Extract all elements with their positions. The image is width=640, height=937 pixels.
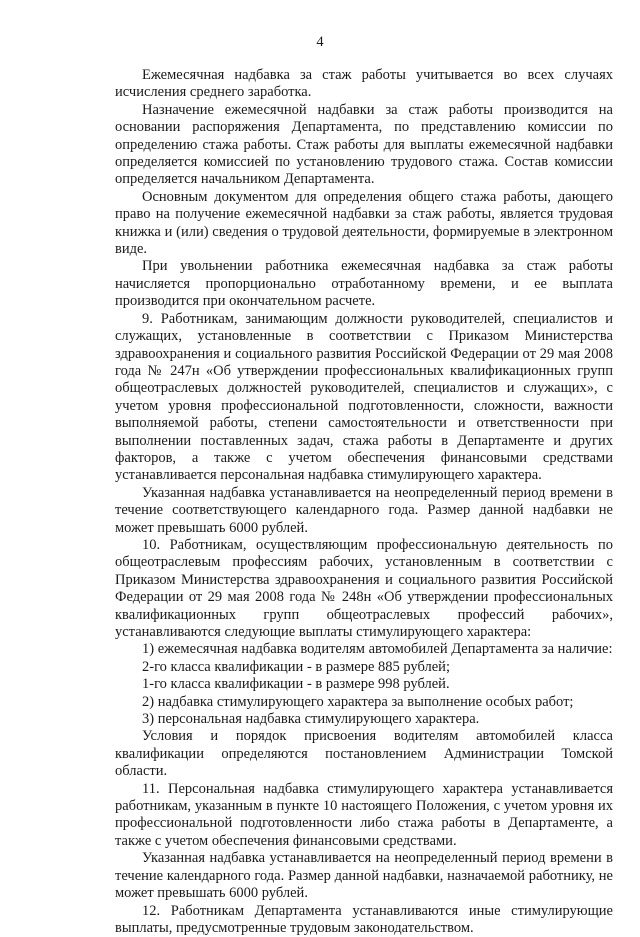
- page-number: 4: [0, 34, 640, 51]
- paragraph: Ежемесячная надбавка за стаж работы учитывается во всех случаях исчисления среднего заработка.: [115, 67, 613, 102]
- list-item: 2-го класса квалификации - в размере 885 рублей;: [115, 659, 613, 676]
- paragraph: Указанная надбавка устанавливается на неопределенный период времени в течение календарного года. Размер данной надбавки, назначаемой работнику, не может превышать 6000 рублей.: [115, 850, 613, 902]
- paragraph: Указанная надбавка устанавливается на неопределенный период времени в течение соответствующего календарного года. Размер данной надбавки не может превышать 6000 рублей.: [115, 485, 613, 537]
- list-item: 2) надбавка стимулирующего характера за выполнение особых работ;: [115, 694, 613, 711]
- paragraph: Условия и порядок присвоения водителям автомобилей класса квалификации определяются постановлением Администрации Томской области.: [115, 728, 613, 780]
- paragraph: При увольнении работника ежемесячная надбавка за стаж работы начисляется пропорционально отработанному времени, и ее выплата производится при окончательном расчете.: [115, 258, 613, 310]
- paragraph-item-10: 10. Работникам, осуществляющим профессиональную деятельность по общеотраслевым профессиям рабочих, установленным в соответствии с Приказом Министерства здравоохранения и социального развития Российской Федерации от 29 мая 2008 года № 248н «Об утверждении профессиональных квалификационных групп общеотраслевых профессий рабочих», устанавливаются следующие выплаты стимулирующего характера:: [115, 537, 613, 641]
- paragraph: Назначение ежемесячной надбавки за стаж работы производится на основании распоряжения Департамента, по представлению комиссии по определению стажа работы. Стаж работы для выплаты ежемесячной надбавки определяется комиссией по установлению трудового стажа. Состав комиссии определяется начальником Департамента.: [115, 102, 613, 189]
- paragraph-item-11: 11. Персональная надбавка стимулирующего характера устанавливается работникам, указанным в пункте 10 настоящего Положения, с учетом уровня их профессиональной подготовленности либо стажа работы в Департаменте, а также с учетом обеспечения финансовыми средствами.: [115, 781, 613, 851]
- list-item: 1-го класса квалификации - в размере 998 рублей.: [115, 676, 613, 693]
- list-item: 1) ежемесячная надбавка водителям автомобилей Департамента за наличие:: [115, 641, 613, 658]
- list-item: 3) персональная надбавка стимулирующего характера.: [115, 711, 613, 728]
- paragraph: Основным документом для определения общего стажа работы, дающего право на получение ежемесячной надбавки за стаж работы, является трудовая книжка и (или) сведения о трудовой деятельности, формируемые в электронном виде.: [115, 189, 613, 259]
- paragraph-item-12: 12. Работникам Департамента устанавливаются иные стимулирующие выплаты, предусмотренные трудовым законодательством.: [115, 903, 613, 937]
- paragraph-item-9: 9. Работникам, занимающим должности руководителей, специалистов и служащих, установленные в соответствии с Приказом Министерства здравоохранения и социального развития Российской Федерации от 29 мая 2008 года № 247н «Об утверждении профессиональных квалификационных групп общеотраслевых должностей руководителей, специалистов и служащих», с учетом уровня профессиональной подготовленности, сложности, важности выполняемой работы, степени самостоятельности и ответственности при выполнении поставленных задач, стажа работы в Департаменте и других факторов, а также с учетом обеспечения финансовыми средствами устанавливается персональная надбавка стимулирующего характера.: [115, 311, 613, 485]
- document-body: [115, 67, 613, 937]
